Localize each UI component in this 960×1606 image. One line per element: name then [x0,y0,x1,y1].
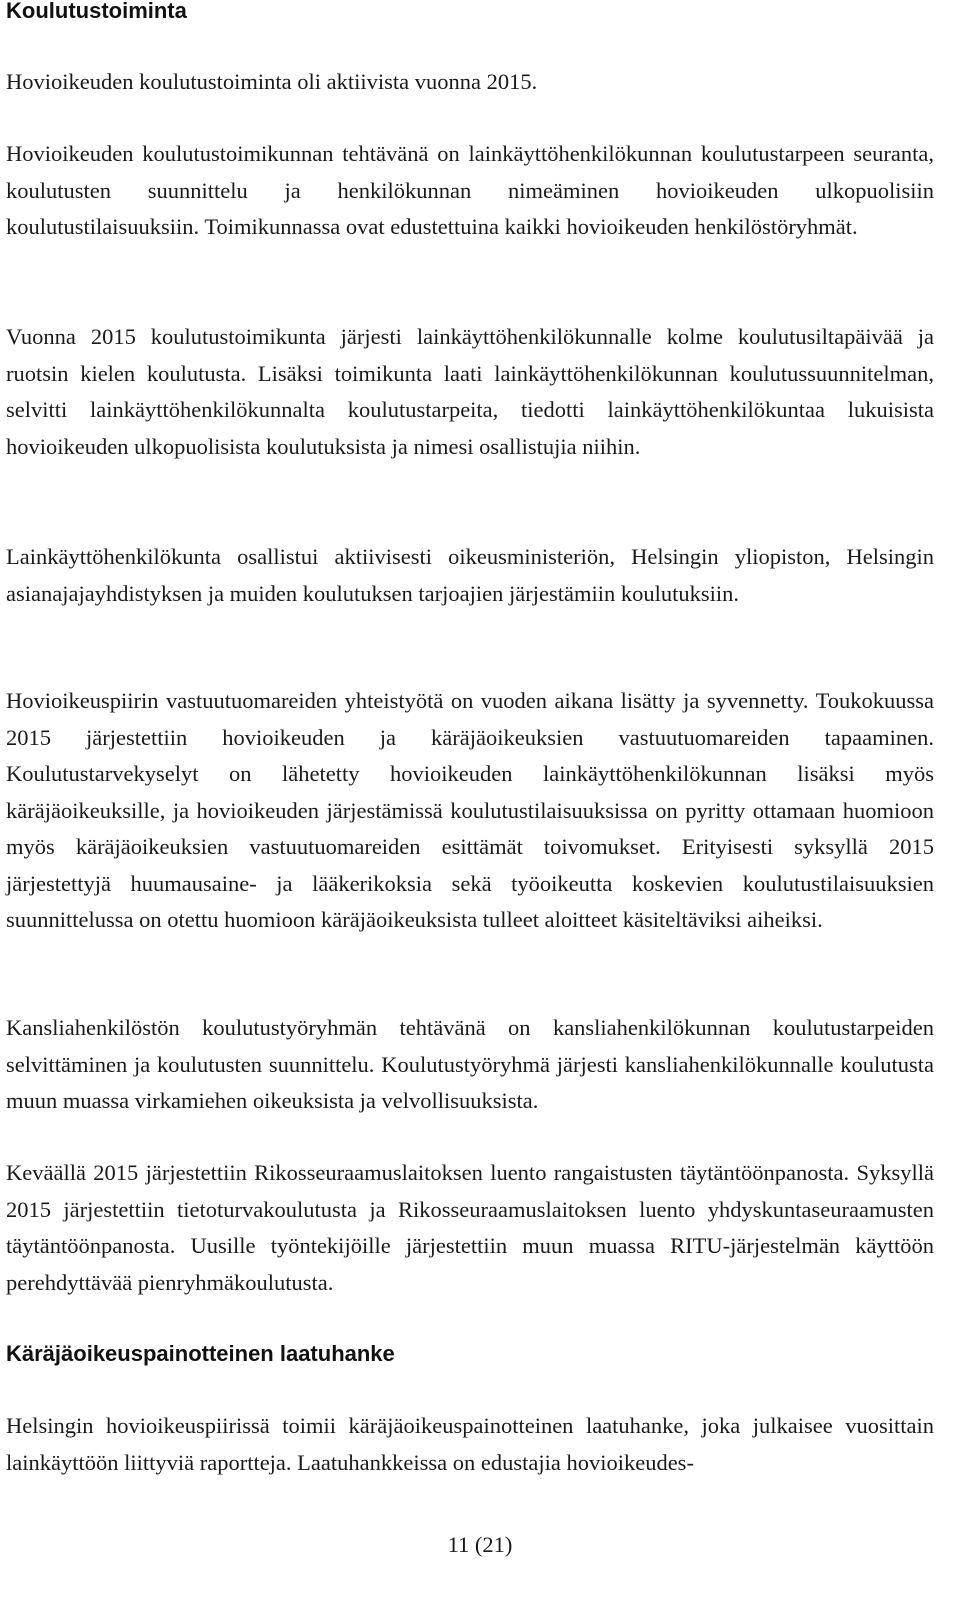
section-heading-koulutustoiminta: Koulutustoiminta [6,0,187,23]
page-number: 11 (21) [447,1532,513,1557]
paragraph: Helsingin hovioikeuspiirissä toimii käräjäoikeuspainotteinen laatuhanke, joka julkaisee vuosittain lainkäyttöön liittyviä raportteja. Laatuhankkeissa on edustajia hovioikeudes- [6,1413,934,1475]
paragraph: Kansliahenkilöstön koulutustyöryhmän tehtävänä on kansliahenkilökunnan koulutustarpeiden selvittäminen ja koulutusten suunnittelu. Koulutustyöryhmä järjesti kansliahenkilökunnalle koulutusta muun muassa virkamiehen oikeuksista ja velvollisuuksista. [6,1015,934,1113]
section-heading-laatuhanke: Käräjäoikeuspainotteinen laatuhanke [6,1341,395,1366]
paragraph: Hovioikeuspiirin vastuutuomareiden yhteistyötä on vuoden aikana lisätty ja syvennetty. Toukokuussa 2015 järjestettiin hovioikeuden ja käräjäoikeuksien vastuutuomareiden tapaaminen. Koulutustarvekyselyt on lähetetty hovioikeuden lainkäyttöhenkilökunnan lisäksi myös käräjäoikeuksille, ja hovioikeuden järjestämissä koulutustilaisuuksissa on pyritty ottamaan huomioon myös käräjäoikeuksien vastuutuomareiden esittämät toivomukset. Erityisesti syksyllä 2015 järjestettyjä huumausaine- ja lääkerikoksia sekä työoikeutta koskevien koulutustilaisuuksien suunnittelussa on otettu huomioon käräjäoikeuksista tulleet aloitteet käsiteltäviksi aiheiksi. [6,688,934,932]
paragraph: Hovioikeuden koulutustoimikunnan tehtävänä on lainkäyttöhenkilökunnan koulutustarpeen seuranta, koulutusten suunnittelu ja henkilökunnan nimeäminen hovioikeuden ulkopuolisiin koulutustilaisuuksiin. Toimikunnassa ovat edustettuina kaikki hovioikeuden henkilöstöryhmät. [6,141,934,239]
paragraph: Vuonna 2015 koulutustoimikunta järjesti lainkäyttöhenkilökunnalle kolme koulutusiltapäivää ja ruotsin kielen koulutusta. Lisäksi toimikunta laati lainkäyttöhenkilökunnan koulutussuunnitelman, selvitti lainkäyttöhenkilökunnalta koulutustarpeita, tiedotti lainkäyttöhenkilökuntaa lukuisista hovioikeuden ulkopuolisista koulutuksista ja nimesi osallistujia niihin. [6,324,934,459]
paragraph: Lainkäyttöhenkilökunta osallistui aktiivisesti oikeusministeriön, Helsingin yliopiston, Helsingin asianajajayhdistyksen ja muiden koulutuksen tarjoajien järjestämiin koulutuksiin. [6,544,934,606]
paragraph: Hovioikeuden koulutustoiminta oli aktiivista vuonna 2015. [6,69,538,94]
paragraph: Keväällä 2015 järjestettiin Rikosseuraamuslaitoksen luento rangaistusten täytäntöönpanosta. Syksyllä 2015 järjestettiin tietoturvakoulutusta ja Rikosseuraamuslaitoksen luento yhdyskuntaseuraamusten täytäntöönpanosta. Uusille työntekijöille järjestettiin muun muassa RITU-järjestelmän käyttöön perehdyttävää pienryhmäkoulutusta. [6,1160,934,1295]
